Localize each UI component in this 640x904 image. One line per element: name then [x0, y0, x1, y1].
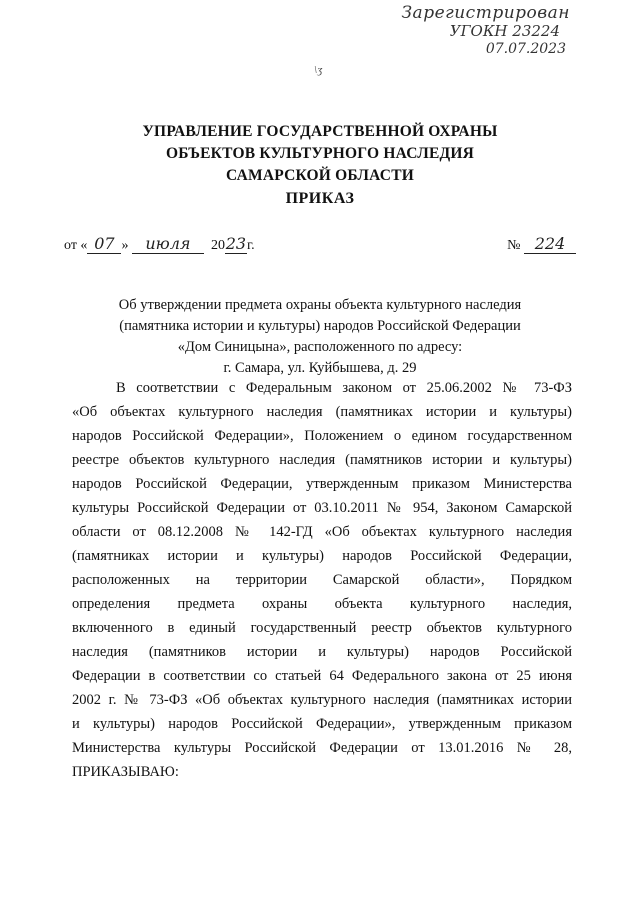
number-value: 224	[524, 234, 576, 254]
body-line: и культуры) народов Российской Федерации», утвержденным приказом	[72, 716, 572, 732]
body-line: реестре объектов культурного наследия (памятников истории и культуры)	[72, 452, 572, 468]
organization-title	[0, 121, 640, 187]
date-mid: »	[121, 238, 129, 253]
registration-stamp	[401, 4, 570, 58]
date-century: 20	[210, 238, 225, 253]
body-line: наследия (памятников истории и культуры) народов Российской	[72, 644, 572, 660]
order-subject	[70, 295, 570, 379]
body-line: 2002 г. № 73-ФЗ «Об объектах культурного наследия (памятниках истории	[72, 692, 572, 708]
body-line-order-word: ПРИКАЗЫВАЮ:	[72, 764, 179, 780]
subject-line: г. Самара, ул. Куйбышева, д. 29	[223, 360, 417, 376]
subject-line: (памятника истории и культуры) народов Российской Федерации	[119, 318, 521, 334]
handwritten-mark: \ӡ	[314, 64, 322, 76]
org-title-line: ОБЪЕКТОВ КУЛЬТУРНОГО НАСЛЕДИЯ	[165, 145, 475, 162]
date-month: июля	[132, 234, 204, 254]
body-line: расположенных на территории Самарской области», Порядком	[72, 572, 572, 588]
body-line: включенного в единый государственный реестр объектов культурного	[72, 620, 572, 636]
order-date	[64, 234, 255, 254]
stamp-line-1: Зарегистрирован	[401, 3, 570, 23]
body-line: (памятниках истории и культуры) народов Российской Федерации,	[72, 548, 572, 564]
body-line: Министерства культуры Российской Федерации от 13.01.2016 № 28,	[72, 740, 572, 756]
number-prefix: №	[507, 238, 521, 253]
document-type-title: ПРИКАЗ	[285, 190, 355, 207]
date-day: 07	[87, 234, 121, 254]
body-line: определения предмета охраны объекта культурного наследия,	[72, 596, 572, 612]
stamp-line-2: УГОКН 23224	[449, 22, 560, 40]
body-line: культуры Российской Федерации от 03.10.2011 № 954, Законом Самарской	[72, 500, 572, 516]
order-number	[507, 234, 576, 254]
body-line: области от 08.12.2008 № 142-ГД «Об объектах культурного наследия	[72, 524, 572, 540]
date-suffix: г.	[246, 238, 255, 253]
body-line: «Об объектах культурного наследия (памятниках истории и культуры)	[72, 404, 572, 420]
date-number-line	[64, 228, 576, 254]
order-body	[72, 376, 572, 784]
body-line: народов Российской Федерации, утвержденным приказом Министерства	[72, 476, 572, 492]
org-title-line: УПРАВЛЕНИЕ ГОСУДАРСТВЕННОЙ ОХРАНЫ	[142, 123, 498, 140]
org-title-line: САМАРСКОЙ ОБЛАСТИ	[225, 167, 414, 184]
subject-line: «Дом Синицына», расположенного по адресу:	[177, 339, 463, 355]
date-prefix: от «	[64, 238, 88, 253]
body-line: Федерации в соответствии со статьей 64 Федерального закона от 25 июня	[72, 668, 572, 684]
subject-line: Об утверждении предмета охраны объекта культурного наследия	[118, 297, 522, 313]
body-line: народов Российской Федерации», Положением о едином государственном	[72, 428, 572, 444]
stamp-date: 07.07.2023	[485, 41, 566, 57]
date-year: 23	[225, 234, 247, 253]
body-line: В соответствии с Федеральным законом от 25.06.2002 № 73-ФЗ	[116, 380, 572, 396]
